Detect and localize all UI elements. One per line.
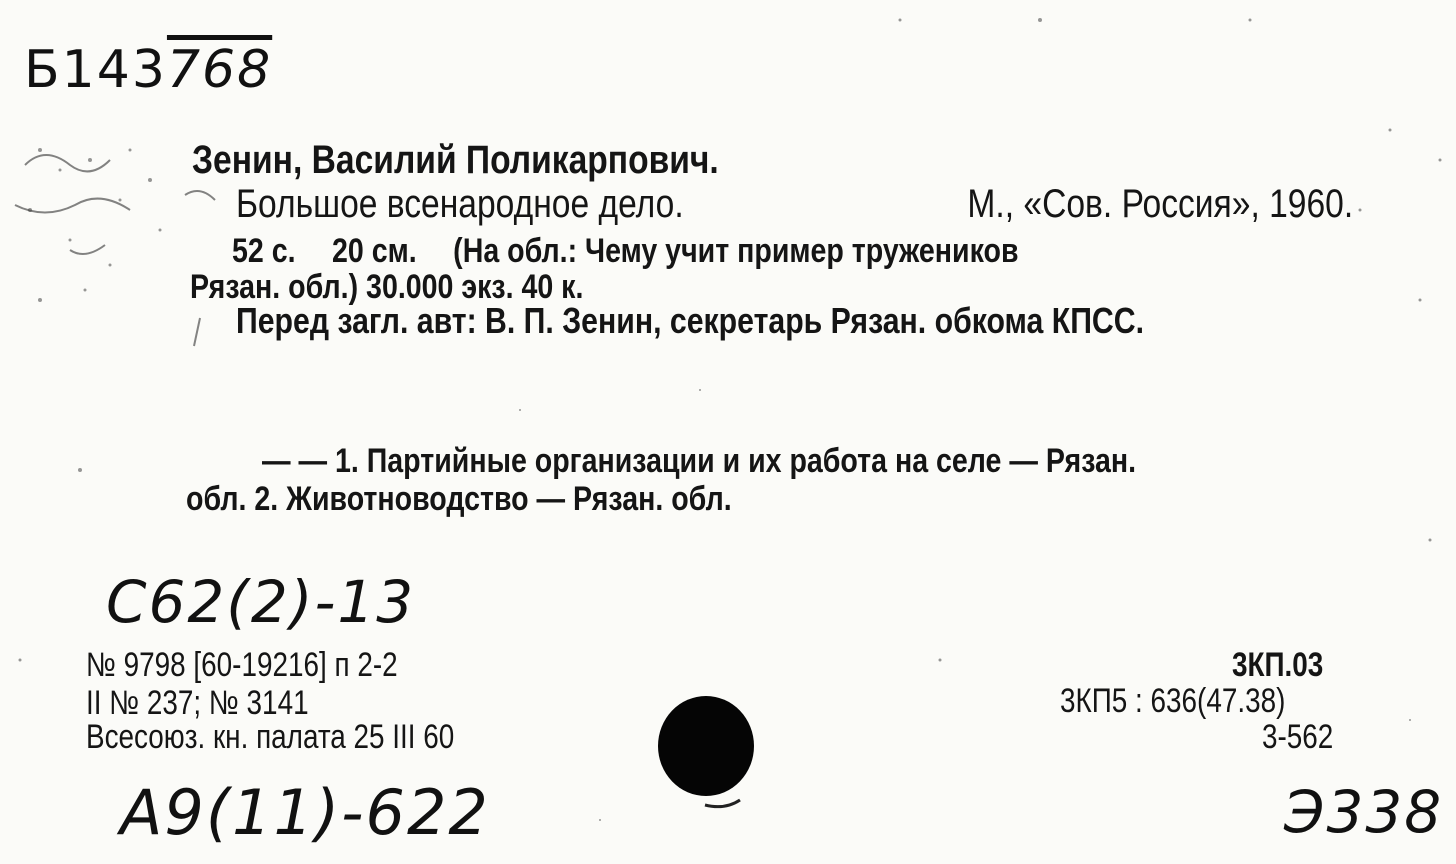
handwritten-classification: С62(2)-13 xyxy=(106,568,416,636)
author-heading: Зенин, Василий Поликарпович. xyxy=(192,138,719,182)
title-line xyxy=(236,182,1353,227)
subject-line-1: — — 1. Партийные организации и их работа на селе — Рязан. xyxy=(262,442,1137,480)
subject-line-2: обл. 2. Животноводство — Рязан. обл. xyxy=(186,480,732,518)
shelfmark-superscript: 768 xyxy=(166,40,273,100)
card-number: II № 237; № 3141 xyxy=(86,684,309,722)
book-title: Большое всенародное дело. xyxy=(236,182,684,226)
handwritten-index: А9(11)-622 xyxy=(120,776,490,849)
classification-code-1: 3КП.03 xyxy=(1232,646,1324,684)
registration-number: № 9798 [60-19216] п 2-2 xyxy=(86,646,398,684)
cover-note: (На обл.: Чему учит пример тружеников xyxy=(453,232,1019,270)
cover-note-continued: Рязан. обл.) 30.000 экз. 40 к. xyxy=(190,268,584,306)
chamber-stamp: Всесоюз. кн. палата 25 III 60 xyxy=(86,718,455,756)
book-size: 20 см. xyxy=(332,232,417,270)
page-count: 52 с. xyxy=(232,232,296,270)
handwritten-corner-mark: Э338 xyxy=(1284,778,1444,846)
author-sign: 3-562 xyxy=(1262,718,1334,756)
punch-hole xyxy=(658,696,754,796)
shelfmark-number: Б143 xyxy=(24,40,167,100)
publication-info: М., «Сов. Россия», 1960. xyxy=(967,182,1354,226)
physical-description xyxy=(232,232,1353,271)
handwritten-shelfmark xyxy=(24,40,272,100)
classification-code-2: 3КП5 : 636(47.38) xyxy=(1060,682,1286,720)
author-note: Перед загл. авт: В. П. Зенин, секретарь Рязан. обкома КПСС. xyxy=(236,300,1145,341)
